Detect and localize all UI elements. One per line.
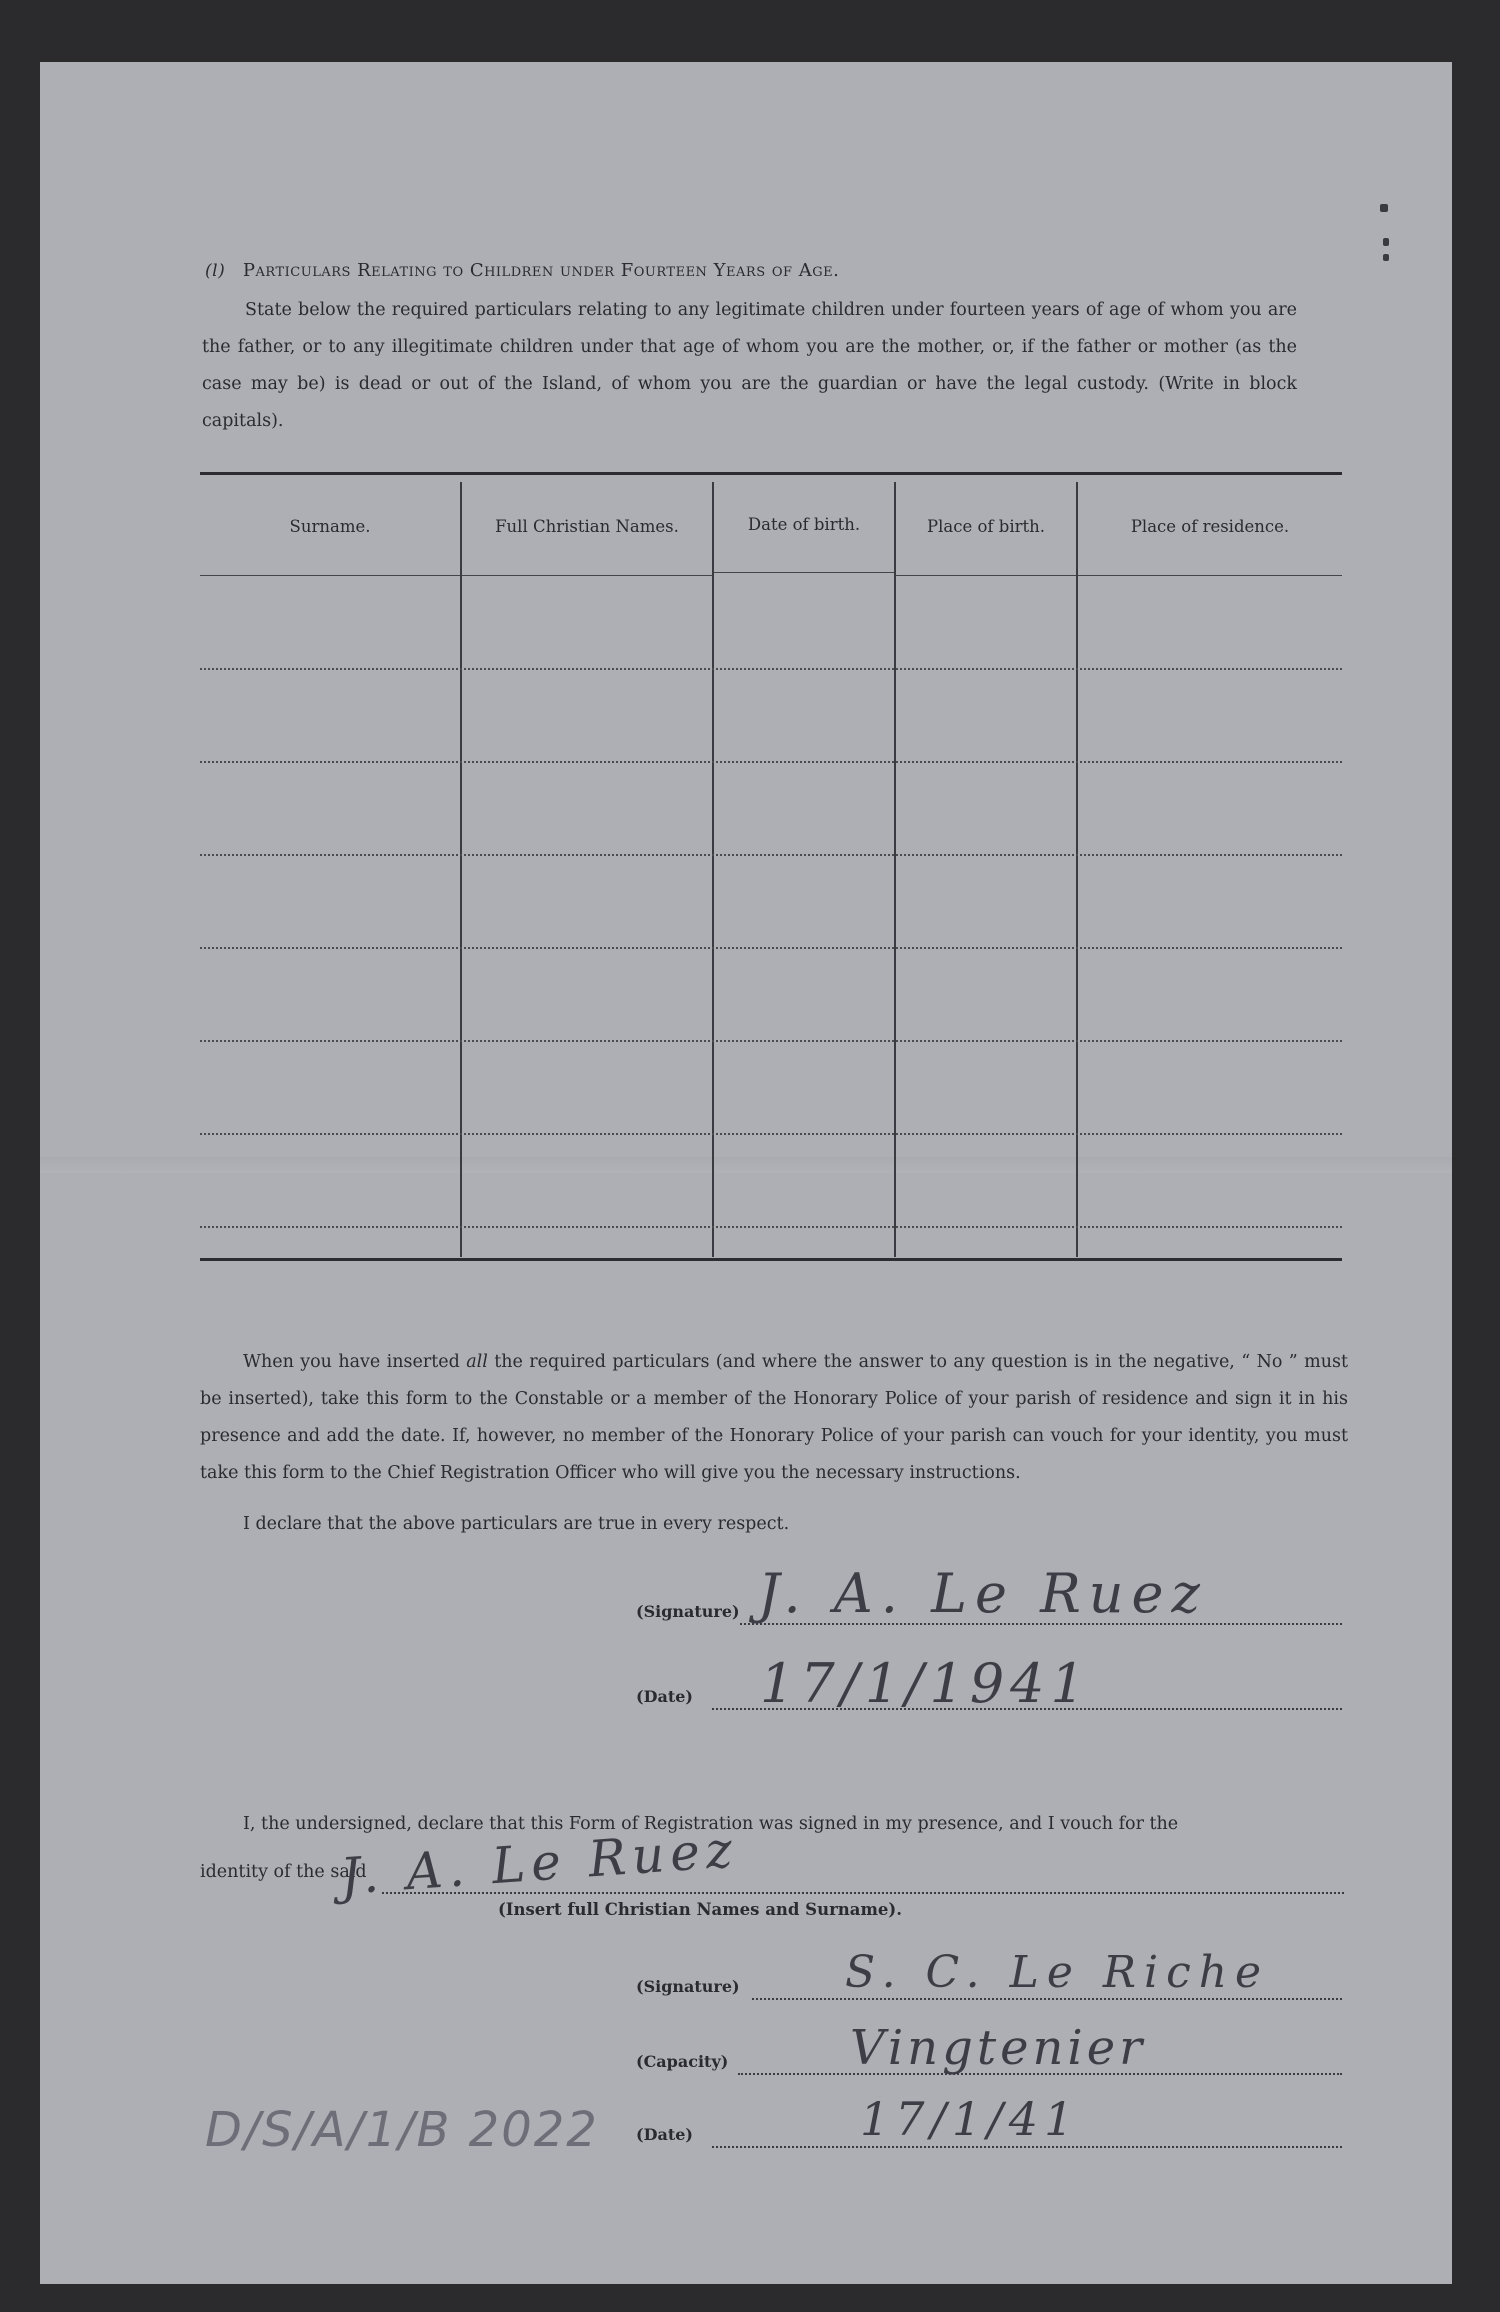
section-marker: (l) (205, 261, 226, 281)
column-divider (460, 482, 462, 1257)
archive-reference: D/S/A/1/B 2022 (205, 2102, 599, 2158)
table-row[interactable] (200, 668, 1342, 670)
capacity-label: (Capacity) (636, 2052, 729, 2071)
declaration-text: I declare that the above particulars are true in every respect. (243, 1514, 790, 1534)
table-row[interactable] (200, 854, 1342, 856)
column-divider (712, 482, 714, 1257)
column-divider (894, 482, 896, 1257)
header-underline (714, 572, 894, 573)
header-underline (896, 575, 1076, 576)
voucher-signature-label: (Signature) (636, 1977, 740, 1996)
section-title: Particulars Relating to Children under Fourteen Years of Age. (242, 260, 840, 281)
insert-note: (Insert full Christian Names and Surname). (498, 1900, 902, 1919)
declaration-date: 17/1/1941 (760, 1652, 1091, 1715)
instructions-emphasis: all (466, 1352, 488, 1372)
form-page (40, 62, 1452, 2284)
signature-label: (Signature) (636, 1602, 740, 1621)
table-bottom-rule (200, 1258, 1342, 1261)
header-underline (462, 575, 712, 576)
children-table (200, 472, 1342, 1262)
instructions-text: When you have inserted (243, 1352, 467, 1372)
voucher-date: 17/1/41 (860, 2092, 1080, 2146)
date-label: (Date) (636, 1687, 693, 1706)
identity-name: J. A. Le Ruez (338, 1820, 740, 1906)
voucher-signature: S. C. Le Riche (845, 1947, 1270, 1998)
table-row[interactable] (200, 1133, 1342, 1135)
voucher-date-line[interactable] (712, 2146, 1342, 2148)
table-row[interactable] (200, 1226, 1342, 1228)
section-intro: State below the required particulars relating to any legitimate children under fourteen years of age of whom you are the father, or to any illegitimate children under that age of whom you are the mother, or, if the father or mother (as the case may be) is dead or out of the Island, of whom you are the guardian or have the legal custody. (Write in block capitals). (202, 300, 1297, 431)
instructions-paragraph (200, 1344, 1348, 1492)
punch-mark (1383, 254, 1389, 261)
table-row[interactable] (200, 1040, 1342, 1042)
punch-mark (1383, 238, 1389, 246)
table-row[interactable] (200, 947, 1342, 949)
column-header-surname: Surname. (289, 517, 371, 536)
column-header-place-of-residence: Place of residence. (1130, 517, 1290, 536)
column-divider (1076, 482, 1078, 1257)
voucher-capacity: Vingtenier (850, 2020, 1147, 2076)
header-underline (1078, 575, 1342, 576)
column-header-date-of-birth: Date of birth. (747, 515, 861, 534)
column-header-place-of-birth: Place of birth. (927, 517, 1045, 536)
voucher-text-identity: identity of the said (200, 1862, 367, 1882)
applicant-signature: J. A. Le Ruez (758, 1562, 1208, 1625)
table-top-rule (200, 472, 1342, 475)
voucher-date-label: (Date) (636, 2125, 693, 2144)
voucher-signature-line[interactable] (752, 1998, 1342, 2000)
instructions-text: the required particulars (and where the answer to any question is in the negative, “ No ” must be inserted), take this form to the Constable or a member of the Honorary Police of your parish of residence and sign it in his presence and add the date. If, however, no member of the Honorary Police of your parish can vouch for your identity, you must take this form to the Chief Registration Officer who will give you the necessary instructions. (200, 1352, 1348, 1483)
column-header-christian-names: Full Christian Names. (495, 517, 679, 536)
header-underline (200, 575, 460, 576)
punch-mark (1380, 204, 1388, 212)
section-heading (205, 260, 839, 281)
table-row[interactable] (200, 761, 1342, 763)
voucher-text: I, the undersigned, declare that this Form of Registration was signed in my presence, and I vouch for the (243, 1814, 1179, 1834)
